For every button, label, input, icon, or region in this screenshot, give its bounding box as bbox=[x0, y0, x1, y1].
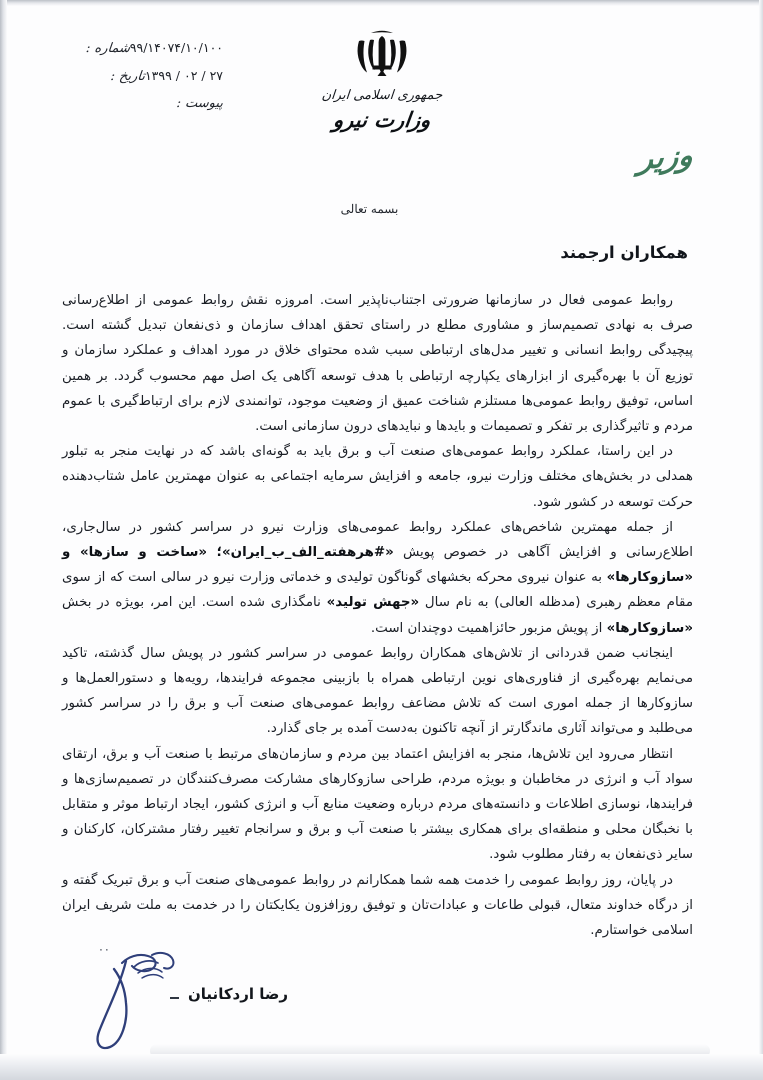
signature-dots: ٠٠ bbox=[98, 943, 110, 956]
reference-number-label: شماره : bbox=[85, 41, 131, 56]
reference-date-row bbox=[20, 68, 235, 96]
body-paragraph-3 bbox=[62, 515, 693, 641]
letter-body bbox=[62, 288, 693, 943]
reference-date-label: تاریخ : bbox=[109, 69, 146, 84]
body-paragraph-1: روابط عمومی فعال در سازمانها ضرورتی اجتناب‌ناپذیر است. امروزه نقش روابط عمومی از اطلاع‌رسانی صرف به نهادی تصمیم‌ساز و مشاوری مطلع در راستای تحقق اهداف سازمان و ذی‌نفعان تبدیل گشته است. پیچیدگی روابط انسانی و تغییر مدل‌های ارتباطی سبب شده محتوای خلاق در مورد اهداف و عملکرد سازمان و توزیع آن با بهره‌گیری از ابزارهای یکپارچه ارتباطی با هدف توسعه آگاهی یک اصل مهم محسوب گردد. بر همین اساس، توفیق روابط عمومی‌ها مستلزم شناخت عمیق از وضعیت موجود، توانمندی لازم برای ارتباط‌گیری با عموم مردم و تاثیرگذاری بر تفکر و تصمیمات و بایدها و نبایدهای درون سازمانی است. bbox=[62, 293, 693, 435]
signature-block bbox=[0, 943, 763, 1065]
p3-mid: به عنوان نیروی محرکه بخشهای گوناگون تولیدی و خدماتی وزارت نیرو در سالی است که از سوی مقام معظم رهبری (مدظله العالی) به نام سال bbox=[62, 570, 694, 611]
signature-dash bbox=[170, 997, 179, 999]
signatory-name: رضا اردکانیان bbox=[188, 985, 289, 1003]
body-paragraph-2: در این راستا، عملکرد روابط عمومی‌های صنعت آب و برق باید به گونه‌ای باشد که در نهایت منجر به تبلور همدلی در بخش‌های مختلف وزارت نیرو، جامعه و افزایش سرمایه اجتماعی به عنوان مهمترین عامل شتاب‌دهنده حرکت توسعه در کشور شود. bbox=[62, 444, 693, 510]
reference-attachment-row bbox=[20, 96, 235, 124]
letterhead-header bbox=[0, 0, 763, 210]
reference-number-row bbox=[20, 40, 235, 68]
campaign-hashtag: «#هرهفته_الف_ب_ایران»؛ «ساخت و سازها» و «سازوکارها» bbox=[62, 545, 693, 586]
year-slogan: «جهش تولید» bbox=[326, 595, 420, 611]
minister-title: وزیر bbox=[636, 138, 696, 177]
iran-emblem-icon bbox=[351, 28, 413, 86]
reference-number-value: ۹۹/۱۴۰۷۴/۱۰/۱۰۰ bbox=[129, 40, 223, 55]
p3-tail: از پویش مزبور حائزاهمیت دوچندان است. bbox=[370, 620, 607, 636]
invocation-basmala: بسمه تعالی bbox=[340, 202, 399, 216]
body-paragraph-4: اینجانب ضمن قدردانی از تلاش‌های همکاران روابط عمومی در سراسر کشور در پویش سال گذشته، تاکید می‌نمایم بهره‌گیری از فناوری‌های نوین ارتباطی همراه با بازبینی مجموعه فرایندها، رویه‌ها و دستورالعمل‌ها و سازوکارها از جمله اموری است که تلاش مضاعف روابط عمومی‌های صنعت آب و برق را در سراسر کشور می‌طلبد و می‌تواند آثاری ماندگارتر از آنچه تاکنون به‌دست آمده بر جای گذارد. bbox=[62, 645, 693, 737]
reference-block bbox=[20, 40, 235, 124]
p3-mid2: نامگذاری شده است. این امر، بویژه در بخش bbox=[62, 595, 327, 611]
reference-date-value: ۱۳۹۹ / ۰۲ / ۲۷ bbox=[144, 68, 223, 83]
reference-attachment-label: پیوست : bbox=[175, 96, 224, 111]
mechanisms-term: «سازوکارها» bbox=[606, 620, 693, 636]
body-paragraph-6: در پایان، روز روابط عمومی را خدمت همه شما همکارانم در روابط عمومی‌های صنعت آب و برق تبریک گفته و از درگاه خداوند متعال، قبولی طاعات و عبادات‌تان و توفیق روزافزون یکایکتان را در خدمت به ملت شریف ایران اسلامی خواستارم. bbox=[62, 872, 693, 939]
p3-lead: از جمله مهمترین شاخص‌های عملکرد روابط عمومی‌های وزارت نیرو در سراسر کشور در سال‌جاری، اطلاع‌رسانی و افزایش آگاهی در خصوص پویش bbox=[62, 519, 693, 561]
salutation: همکاران ارجمند bbox=[560, 243, 688, 262]
body-paragraph-5: انتظار می‌رود این تلاش‌ها، منجر به افزایش اعتماد بین مردم و سازمان‌های مرتبط با صنعت آب و برق، ارتقای سواد آب و انرژی در مخاطبان و بویژه مردم، طراحی سازوکارهای مشارکت مصرف‌کنندگان در تصمیم‌سازی‌ها و فرایندها، نوسازی اطلاعات و دانسته‌های مردم درباره وضعیت منابع آب و انرژی کشور، ایجاد ارتباط موثر و متقابل با نخبگان محلی و منطقه‌ای برای همکاری بیشتر با صنعت آب و برق و سرانجام تغییر رفتار مشترکان، کارکنان و سایر ذی‌نفعان به رفتار مطلوب شود. bbox=[62, 746, 693, 863]
organization-line1: جمهوری اسلامی ایران bbox=[320, 88, 443, 103]
organization-line2: وزارت نیرو bbox=[331, 107, 432, 132]
organization-identity bbox=[292, 28, 472, 132]
